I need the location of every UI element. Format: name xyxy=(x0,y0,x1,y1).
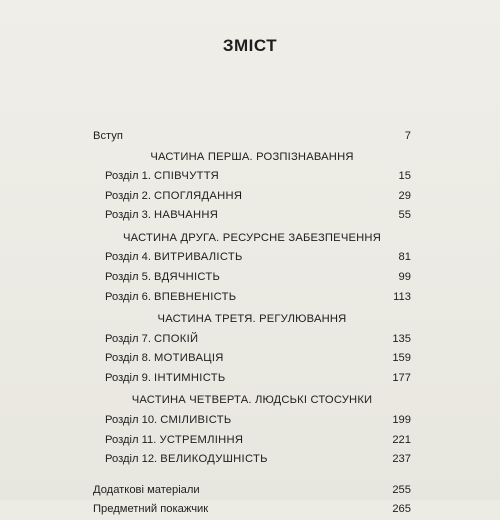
chapter-name: НАВЧАННЯ xyxy=(154,209,219,222)
chapter-prefix: Розділ 2. xyxy=(105,189,155,202)
toc-entry-page: 29 xyxy=(398,189,411,202)
toc-entry-page: 113 xyxy=(393,290,411,303)
toc-entry-page: 159 xyxy=(392,352,411,365)
toc-entry-chapter-10[interactable] xyxy=(93,411,411,431)
toc-entry-chapter-8[interactable] xyxy=(93,349,411,369)
toc-entry-page: 237 xyxy=(392,453,411,466)
chapter-name: ІНТИМНІСТЬ xyxy=(154,371,226,384)
toc-entry-page: 15 xyxy=(398,170,411,183)
toc-entry-chapter-7[interactable] xyxy=(93,330,411,350)
chapter-name: ВИТРИВАЛІСТЬ xyxy=(154,251,243,264)
toc-entry-appendix[interactable] xyxy=(93,481,411,501)
page-title: ЗМІСТ xyxy=(222,36,278,55)
chapter-name: ВПЕВНЕНІСТЬ xyxy=(154,290,237,303)
chapter-name: СМІЛИВІСТЬ xyxy=(160,413,232,426)
toc-entry-page: 221 xyxy=(392,433,411,446)
chapter-name: ВДЯЧНІСТЬ xyxy=(154,270,221,283)
toc-entry-chapter-9[interactable] xyxy=(93,369,411,389)
chapter-prefix: Розділ 12. xyxy=(105,453,161,466)
toc-entry-page: 55 xyxy=(398,209,411,222)
toc-entry-label: Предметний покажчик xyxy=(93,503,209,516)
toc-entry-chapter-3[interactable] xyxy=(93,206,411,226)
chapter-prefix: Розділ 10. xyxy=(105,413,161,426)
toc-entry-page: 255 xyxy=(392,483,411,496)
chapter-name: МОТИВАЦІЯ xyxy=(154,352,224,365)
table-of-contents xyxy=(93,127,411,520)
chapter-prefix: Розділ 5. xyxy=(105,270,155,283)
toc-entry-page: 99 xyxy=(398,270,411,283)
toc-entry-page: 7 xyxy=(404,130,411,142)
chapter-prefix: Розділ 7. xyxy=(105,332,155,345)
chapter-name: СПІВЧУТТЯ xyxy=(154,170,219,183)
toc-entry-label: Вступ xyxy=(93,130,123,142)
toc-entry-index[interactable] xyxy=(93,500,411,520)
toc-entry-page: 265 xyxy=(392,503,411,516)
part-heading-4: ЧАСТИНА ЧЕТВЕРТА. ЛЮДСЬКІ СТОСУНКИ xyxy=(131,394,373,407)
part-heading-3: ЧАСТИНА ТРЕТЯ. РЕГУЛЮВАННЯ xyxy=(157,313,347,326)
chapter-name: ВЕЛИКОДУШНІСТЬ xyxy=(160,453,268,466)
toc-entry-chapter-6[interactable] xyxy=(93,288,411,308)
toc-entry-chapter-2[interactable] xyxy=(93,187,411,207)
toc-entry-chapter-1[interactable] xyxy=(93,167,411,187)
toc-entry-page: 81 xyxy=(398,251,411,264)
toc-entry-intro[interactable] xyxy=(93,127,411,147)
toc-entry-page: 135 xyxy=(392,332,411,345)
chapter-name: СПОКІЙ xyxy=(154,332,199,345)
part-heading-1: ЧАСТИНА ПЕРША. РОЗПІЗНАВАННЯ xyxy=(150,150,354,163)
toc-entry-label: Додаткові матеріали xyxy=(93,483,200,496)
chapter-prefix: Розділ 11. xyxy=(105,433,160,446)
part-heading-2: ЧАСТИНА ДРУГА. РЕСУРСНЕ ЗАБЕЗПЕЧЕННЯ xyxy=(123,231,381,244)
chapter-prefix: Розділ 4. xyxy=(105,251,155,264)
chapter-prefix: Розділ 8. xyxy=(105,352,155,365)
chapter-prefix: Розділ 6. xyxy=(105,290,155,303)
toc-entry-chapter-12[interactable] xyxy=(93,450,411,470)
toc-entry-chapter-5[interactable] xyxy=(93,268,411,288)
toc-entry-chapter-11[interactable] xyxy=(93,431,411,451)
toc-entry-page: 177 xyxy=(392,371,411,384)
chapter-name: УСТРЕМЛІННЯ xyxy=(159,433,244,446)
chapter-prefix: Розділ 3. xyxy=(105,209,155,222)
chapter-name: СПОГЛЯДАННЯ xyxy=(154,189,243,202)
toc-entry-page: 199 xyxy=(392,413,411,426)
chapter-prefix: Розділ 1. xyxy=(105,170,155,183)
chapter-prefix: Розділ 9. xyxy=(105,371,155,384)
toc-entry-chapter-4[interactable] xyxy=(93,248,411,268)
